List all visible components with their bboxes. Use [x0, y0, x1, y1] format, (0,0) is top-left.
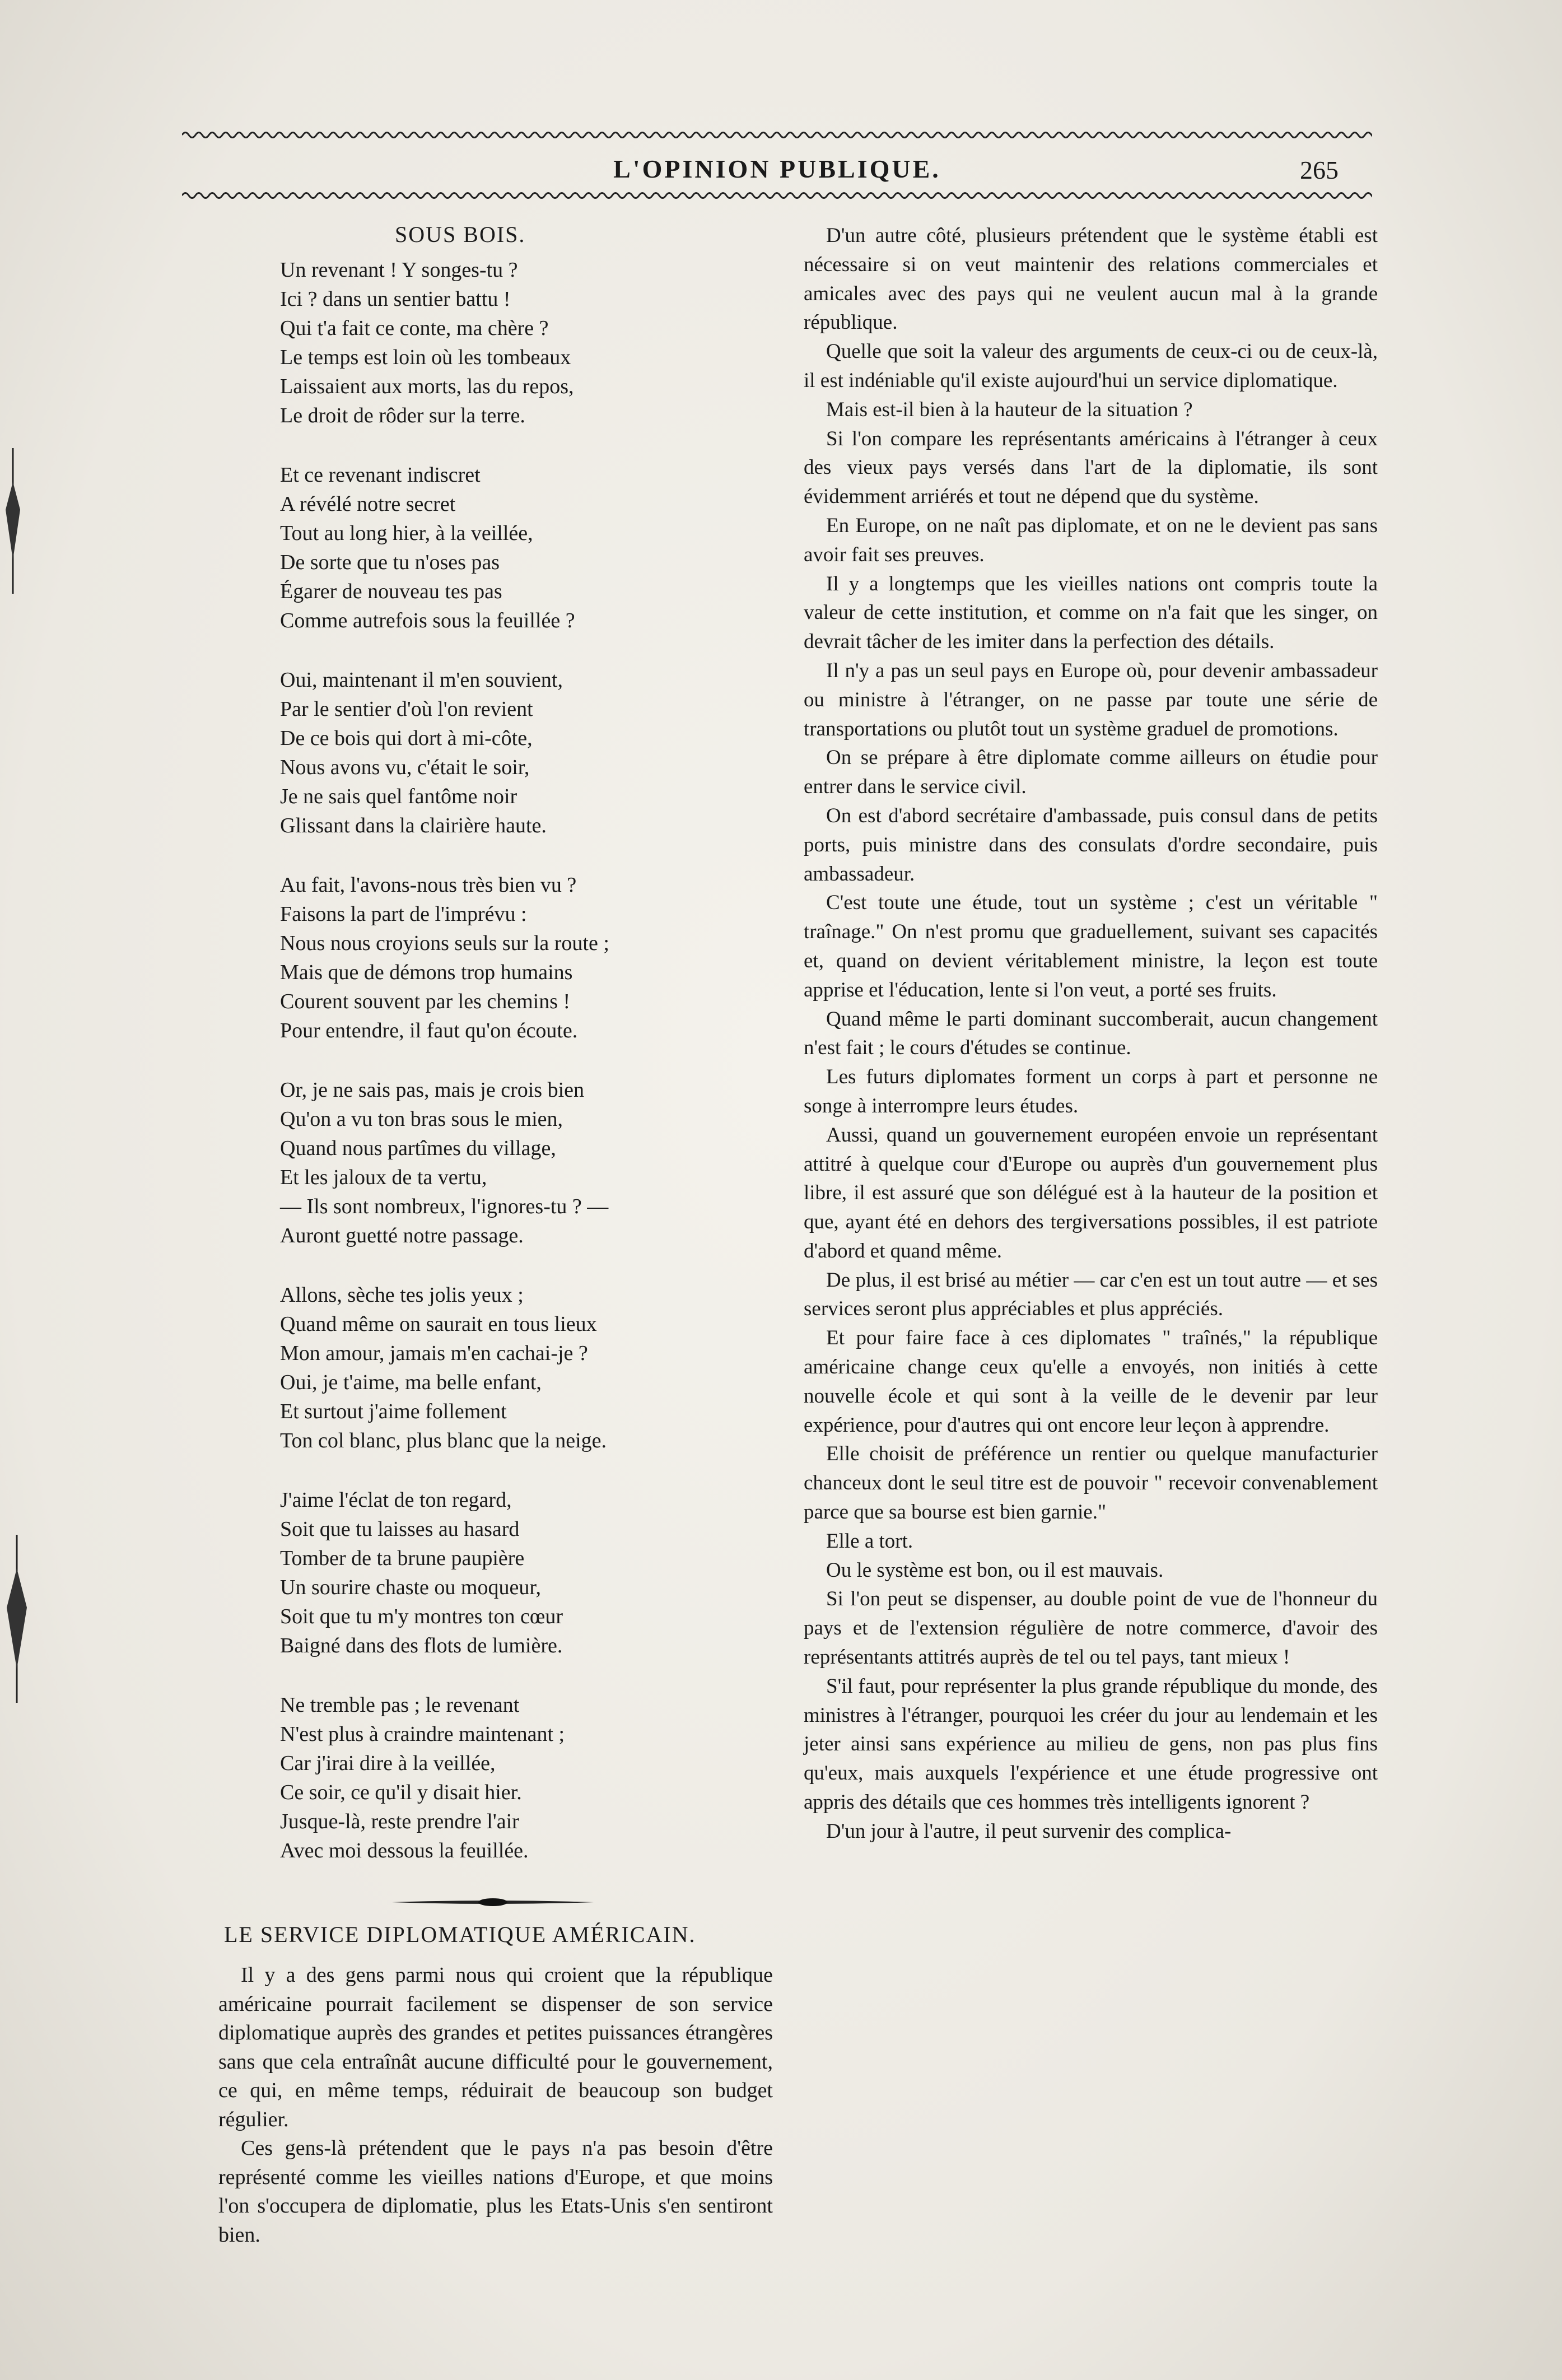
article-paragraph: D'un jour à l'autre, il peut survenir des complica-	[826, 1819, 1232, 1843]
article-paragraph: On est d'abord secrétaire d'ambassade, puis consul dans de petits ports, puis ministre dans des consulats d'ordre secondaire, puis ambassadeur.	[804, 804, 1378, 886]
article-paragraph: S'il faut, pour représenter la plus grande république du monde, des ministres à l'étranger, pourquoi les créer du jour au lendemain et les jeter ainsi sans expérience au milieu de gens, non pas plus fins qu'eux, mais auxquels l'expérience et une étude progressive ont appris des détails que ces hommes très intelligents ignorent ?	[804, 1674, 1378, 1814]
header-bottom-wavy-rule	[182, 189, 1372, 202]
article-paragraph: Et pour faire face à ces diplomates " traînés," la république américaine change ceux qu'elle a envoyés, non initiés à cette nouvelle école et qui sont à la veille de le devenir par leur expérience, pour d'autres qui ont encore leur leçon à apprendre.	[804, 1326, 1378, 1437]
poem-line: Nous nous croyions seuls sur la route ;	[280, 931, 609, 955]
poem-line: Avec moi dessous la feuillée.	[280, 1839, 529, 1862]
poem-line: De sorte que tu n'oses pas	[280, 551, 500, 574]
poem-line: Quand même on saurait en tous lieux	[280, 1312, 597, 1336]
binding-clip-mark-upper	[4, 448, 21, 594]
article-paragraph: Il n'y a pas un seul pays en Europe où, pour devenir ambassadeur ou ministre à l'étranger, on ne passe par toute une série de transportations ou plutôt tout un système graduel de promotions.	[804, 659, 1378, 740]
poem-stanza	[280, 255, 773, 430]
poem-line: Pour entendre, il faut qu'on écoute.	[280, 1019, 578, 1042]
poem-line: Glissant dans la clairière haute.	[280, 814, 547, 837]
poem-line: Jusque-là, reste prendre l'air	[280, 1810, 519, 1833]
poem-line: Le temps est loin où les tombeaux	[280, 346, 571, 369]
poem-stanza	[280, 870, 773, 1045]
page-number: 265	[1300, 156, 1339, 184]
poem-line: Ici ? dans un sentier battu !	[280, 287, 511, 311]
poem-line: Soit que tu m'y montres ton cœur	[280, 1605, 563, 1628]
poem-line: Mais que de démons trop humains	[280, 961, 573, 984]
header-top-wavy-rule	[182, 129, 1372, 141]
right-column	[804, 221, 1378, 1846]
poem-line: Égarer de nouveau tes pas	[280, 580, 502, 603]
poem-line: Faisons la part de l'imprévu :	[280, 902, 527, 926]
left-column	[218, 221, 773, 2249]
poem-line: Comme autrefois sous la feuillée ?	[280, 609, 575, 632]
poem-title: SOUS BOIS.	[395, 222, 526, 247]
poem-line: Allons, sèche tes jolis yeux ;	[280, 1283, 524, 1307]
poem-line: — Ils sont nombreux, l'ignores-tu ? —	[280, 1195, 609, 1218]
poem-stanza	[280, 1075, 773, 1250]
article-paragraph: Quelle que soit la valeur des arguments de ceux-ci ou de ceux-là, il est indéniable qu'il existe aujourd'hui un service diplomatique.	[804, 340, 1378, 392]
article-paragraph: En Europe, on ne naît pas diplomate, et on ne le devient pas sans avoir fait ses preuves.	[804, 514, 1378, 566]
poem-line: Et surtout j'aime follement	[280, 1400, 507, 1423]
poem-line: Par le sentier d'où l'on revient	[280, 697, 533, 721]
poem-line: Et ce revenant indiscret	[280, 463, 481, 487]
poem-stanza	[280, 1280, 773, 1455]
poem-line: Auront guetté notre passage.	[280, 1224, 524, 1247]
article-paragraph: D'un autre côté, plusieurs prétendent que le système établi est nécessaire si on veut maintenir des relations commerciales et amicales avec des pays qui ne veulent aucun mal à la grande république.	[804, 224, 1378, 334]
article-paragraph: Si l'on peut se dispenser, au double point de vue de l'honneur du pays et de l'extension régulière de notre commerce, d'avoir des représentants attitrés auprès de tel ou tel pays, tant mieux !	[804, 1587, 1378, 1669]
poem-line: Mon amour, jamais m'en cachai-je ?	[280, 1342, 588, 1365]
article-paragraph: Mais est-il bien à la hauteur de la situation ?	[826, 398, 1193, 421]
poem-line: Soit que tu laisses au hasard	[280, 1517, 520, 1541]
poem-line: Oui, je t'aime, ma belle enfant,	[280, 1371, 542, 1394]
poem-stanza	[280, 665, 773, 840]
poem-line: De ce bois qui dort à mi-côte,	[280, 726, 533, 750]
poem-line: Baigné dans des flots de lumière.	[280, 1634, 563, 1657]
binding-clip-mark-lower	[4, 1535, 29, 1703]
poem-line: Nous avons vu, c'était le soir,	[280, 756, 530, 779]
page-header	[182, 154, 1372, 188]
poem-line: Un revenant ! Y songes-tu ?	[280, 258, 518, 282]
article-paragraph: On se prépare à être diplomate comme ailleurs on étudie pour entrer dans le service civil.	[804, 746, 1378, 799]
article-paragraph: Il y a longtemps que les vieilles nations ont compris toute la valeur de cette institution, et comme on n'a fait que les singer, on devrait tâcher de les imiter dans la perfection des détails.	[804, 572, 1378, 654]
poem-line: Tout au long hier, à la veillée,	[280, 521, 533, 545]
poem-line: Ce soir, ce qu'il y disait hier.	[280, 1781, 522, 1804]
poem-line: Laissaient aux morts, las du repos,	[280, 375, 574, 398]
article-paragraph: Quand même le parti dominant succomberait, aucun changement n'est fait ; le cours d'études se continue.	[804, 1007, 1378, 1060]
article-paragraph: Si l'on compare les représentants américains à l'étranger à ceux des vieux pays versés dans l'art de la diplomatie, ils sont évidemment arriérés et tout ne dépend que du système.	[804, 427, 1378, 509]
article-paragraph: Elle choisit de préférence un rentier ou quelque manufacturier chanceux dont le seul titre est de pouvoir " recevoir convenablement parce que sa bourse est bien garnie."	[804, 1442, 1378, 1524]
poem-line: A révélé notre secret	[280, 492, 456, 516]
poem-line: Or, je ne sais pas, mais je crois bien	[280, 1078, 585, 1102]
poem-line: Au fait, l'avons-nous très bien vu ?	[280, 873, 577, 897]
poem-line: Car j'irai dire à la veillée,	[280, 1752, 496, 1775]
poem-line: Quand nous partîmes du village,	[280, 1137, 556, 1160]
article-paragraph: Ou le système est bon, ou il est mauvais.	[826, 1558, 1164, 1582]
poem-line: Qui t'a fait ce conte, ma chère ?	[280, 316, 549, 340]
poem-line: Et les jaloux de ta vertu,	[280, 1166, 487, 1189]
article-paragraph: Il y a des gens parmi nous qui croient que la république américaine pourrait facilement se dispenser de son service diplomatique auprès des grandes et petites puissances étrangères sans que cela entraînât aucune difficulté pour le gouvernement, ce qui, en même temps, réduirait de beaucoup son budget régulier.	[218, 1963, 773, 2131]
poem-line: Je ne sais quel fantôme noir	[280, 785, 517, 808]
poem-stanza	[280, 1690, 773, 1865]
article-paragraph: De plus, il est brisé au métier — car c'en est un tout autre — et ses services seront plus appréciables et plus appréciés.	[804, 1268, 1378, 1321]
poem-line: Qu'on a vu ton bras sous le mien,	[280, 1107, 563, 1131]
poem-line: Ton col blanc, plus blanc que la neige.	[280, 1429, 607, 1452]
header-title: L'OPINION PUBLIQUE.	[613, 155, 941, 183]
poem-line: Courent souvent par les chemins !	[280, 990, 571, 1013]
poem-line: N'est plus à craindre maintenant ;	[280, 1722, 565, 1746]
poem-line: Un sourire chaste ou moqueur,	[280, 1576, 541, 1599]
poem-body	[218, 255, 773, 1865]
article-left-body	[218, 1961, 773, 2249]
poem-line: Le droit de rôder sur la terre.	[280, 404, 525, 427]
poem-line: Oui, maintenant il m'en souvient,	[280, 668, 563, 692]
article-right-body	[804, 221, 1378, 1846]
poem-stanza	[280, 460, 773, 635]
article-title: LE SERVICE DIPLOMATIQUE AMÉRICAIN.	[224, 1922, 696, 1947]
poem-stanza	[280, 1485, 773, 1660]
poem-line: Ne tremble pas ; le revenant	[280, 1693, 520, 1717]
article-paragraph: C'est toute une étude, tout un système ; c'est un véritable " traînage." On n'est promu que graduellement, suivant ses capacités et, quand on devient véritablement ministre, la leçon est toute apprise et l'éducation, lente si l'on veut, a porté ses fruits.	[804, 891, 1378, 1002]
poem-line: Tomber de ta brune paupière	[280, 1547, 525, 1570]
article-paragraph: Ces gens-là prétendent que le pays n'a pas besoin d'être représenté comme les vieilles nations d'Europe, et que moins l'on s'occupera de diplomatie, plus les Etats-Unis s'en sentiront bien.	[218, 2136, 773, 2247]
poem-line: J'aime l'éclat de ton regard,	[280, 1488, 512, 1512]
article-paragraph: Les futurs diplomates forment un corps à part et personne ne songe à interrompre leurs études.	[804, 1065, 1378, 1117]
section-divider-ornament	[386, 1895, 599, 1909]
article-paragraph: Aussi, quand un gouvernement européen envoie un représentant attitré à quelque cour d'Europe ou auprès d'un gouvernement plus libre, il est assuré que son délégué est à la hauteur de la position et que, ayant été en dehors des tergiversations possibles, il est patriote d'abord et quand même.	[804, 1123, 1378, 1263]
article-paragraph: Elle a tort.	[826, 1529, 913, 1553]
